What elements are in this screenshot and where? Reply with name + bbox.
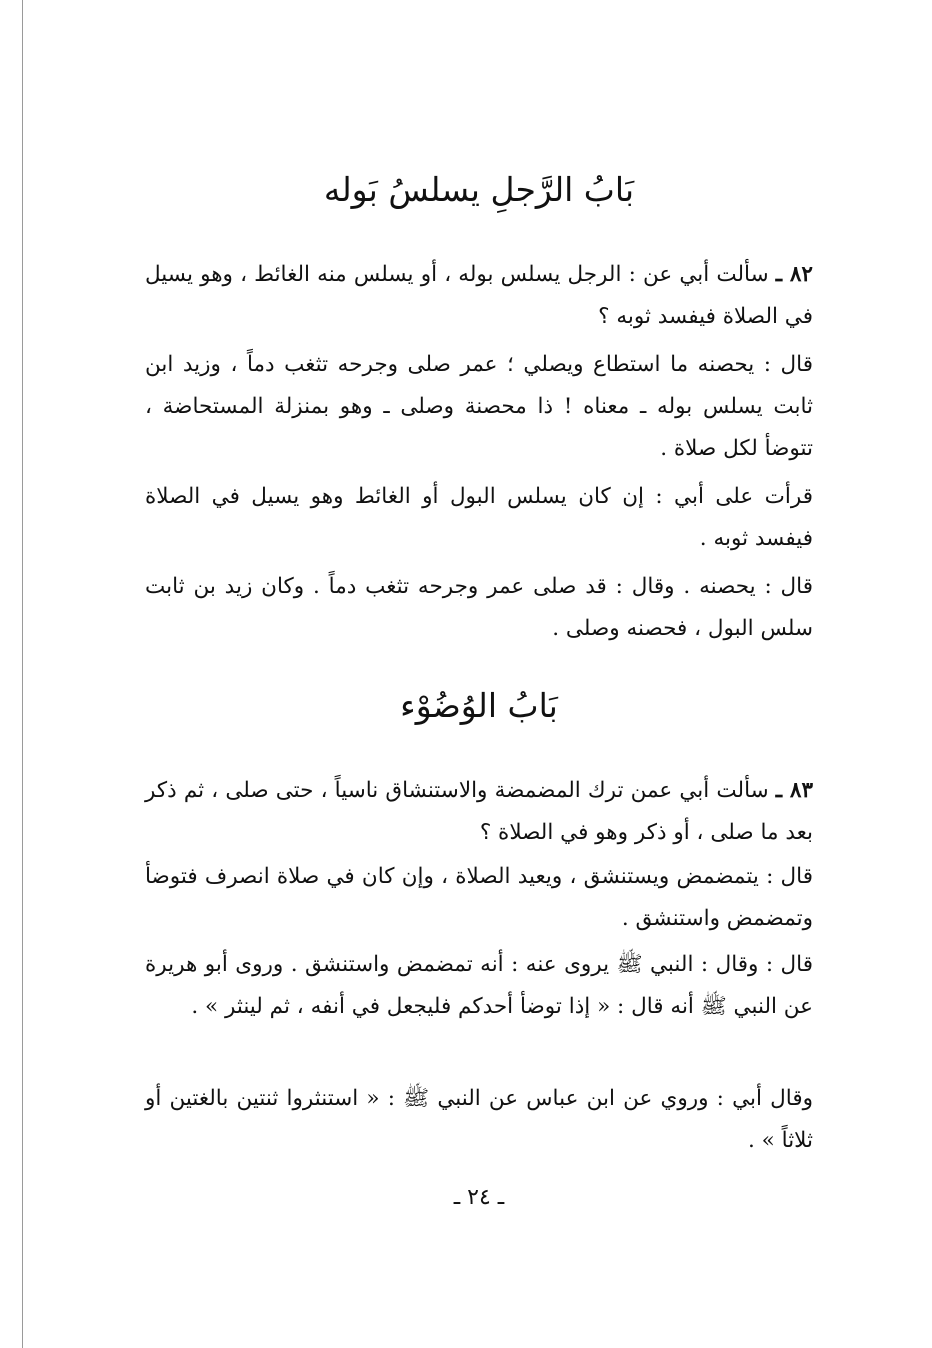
scan-edge-line [22,0,23,1348]
question-82-number: ٨٢ ـ [775,262,813,287]
answer-82-paragraph-2: قرأت على أبي : إن كان يسلس البول أو الغائط وهو يسيل في الصلاة فيفسد ثوبه . [145,484,813,551]
chapter-title-urine-incontinence: بَابُ الرَّجلِ يسلسُ بَوله [323,170,635,209]
answer-83-paragraph-2: قال : وقال : النبي ﷺ يروى عنه : أنه تمضمض واستنشق . وروى أبو هريرة عن النبي ﷺ أنه قال : « إذا توضأ أحدكم فليجعل في أنفه ، ثم لينثر » . [145,952,813,1019]
question-83-number: ٨٣ ـ [775,778,813,803]
question-83-text: سألت أبي عمن ترك المضمضة والاستنشاق ناسياً ، حتى صلى ، ثم ذكر بعد ما صلى ، أو ذكر وهو في الصلاة ؟ [145,778,813,845]
answer-83-paragraph-3: وقال أبي : وروي عن ابن عباس عن النبي ﷺ : « استنثروا ثنتين بالغتين أو ثلاثاً » . [145,1086,813,1153]
question-83 [145,770,813,854]
question-82 [145,254,813,338]
answer-82-paragraph-3: قال : يحصنه . وقال : قد صلى عمر وجرحه تثغب دماً . وكان زيد بن ثابت سلس البول ، فحصنه وصلى . [145,574,813,641]
page-number: ـ ٢٤ ـ [453,1185,505,1210]
question-82-text: سألت أبي عن : الرجل يسلس بوله ، أو يسلس منه الغائط ، وهو يسيل في الصلاة فيفسد ثوبه ؟ [145,262,813,329]
answer-82-paragraph-1: قال : يحصنه ما استطاع ويصلي ؛ عمر صلى وجرحه تثغب دماً ، وزيد ابن ثابت يسلس بوله ـ معناه ! ذا محصنة وصلى ـ وهو بمنزلة المستحاضة ، تتوضأ لكل صلاة . [145,352,813,461]
chapter-title-ablution: بَابُ الوُضُوْء [400,686,558,725]
answer-83-paragraph-1: قال : يتمضمض ويستنشق ، ويعيد الصلاة ، وإن كان في صلاة انصرف فتوضأ وتمضمض واستنشق . [145,864,813,931]
